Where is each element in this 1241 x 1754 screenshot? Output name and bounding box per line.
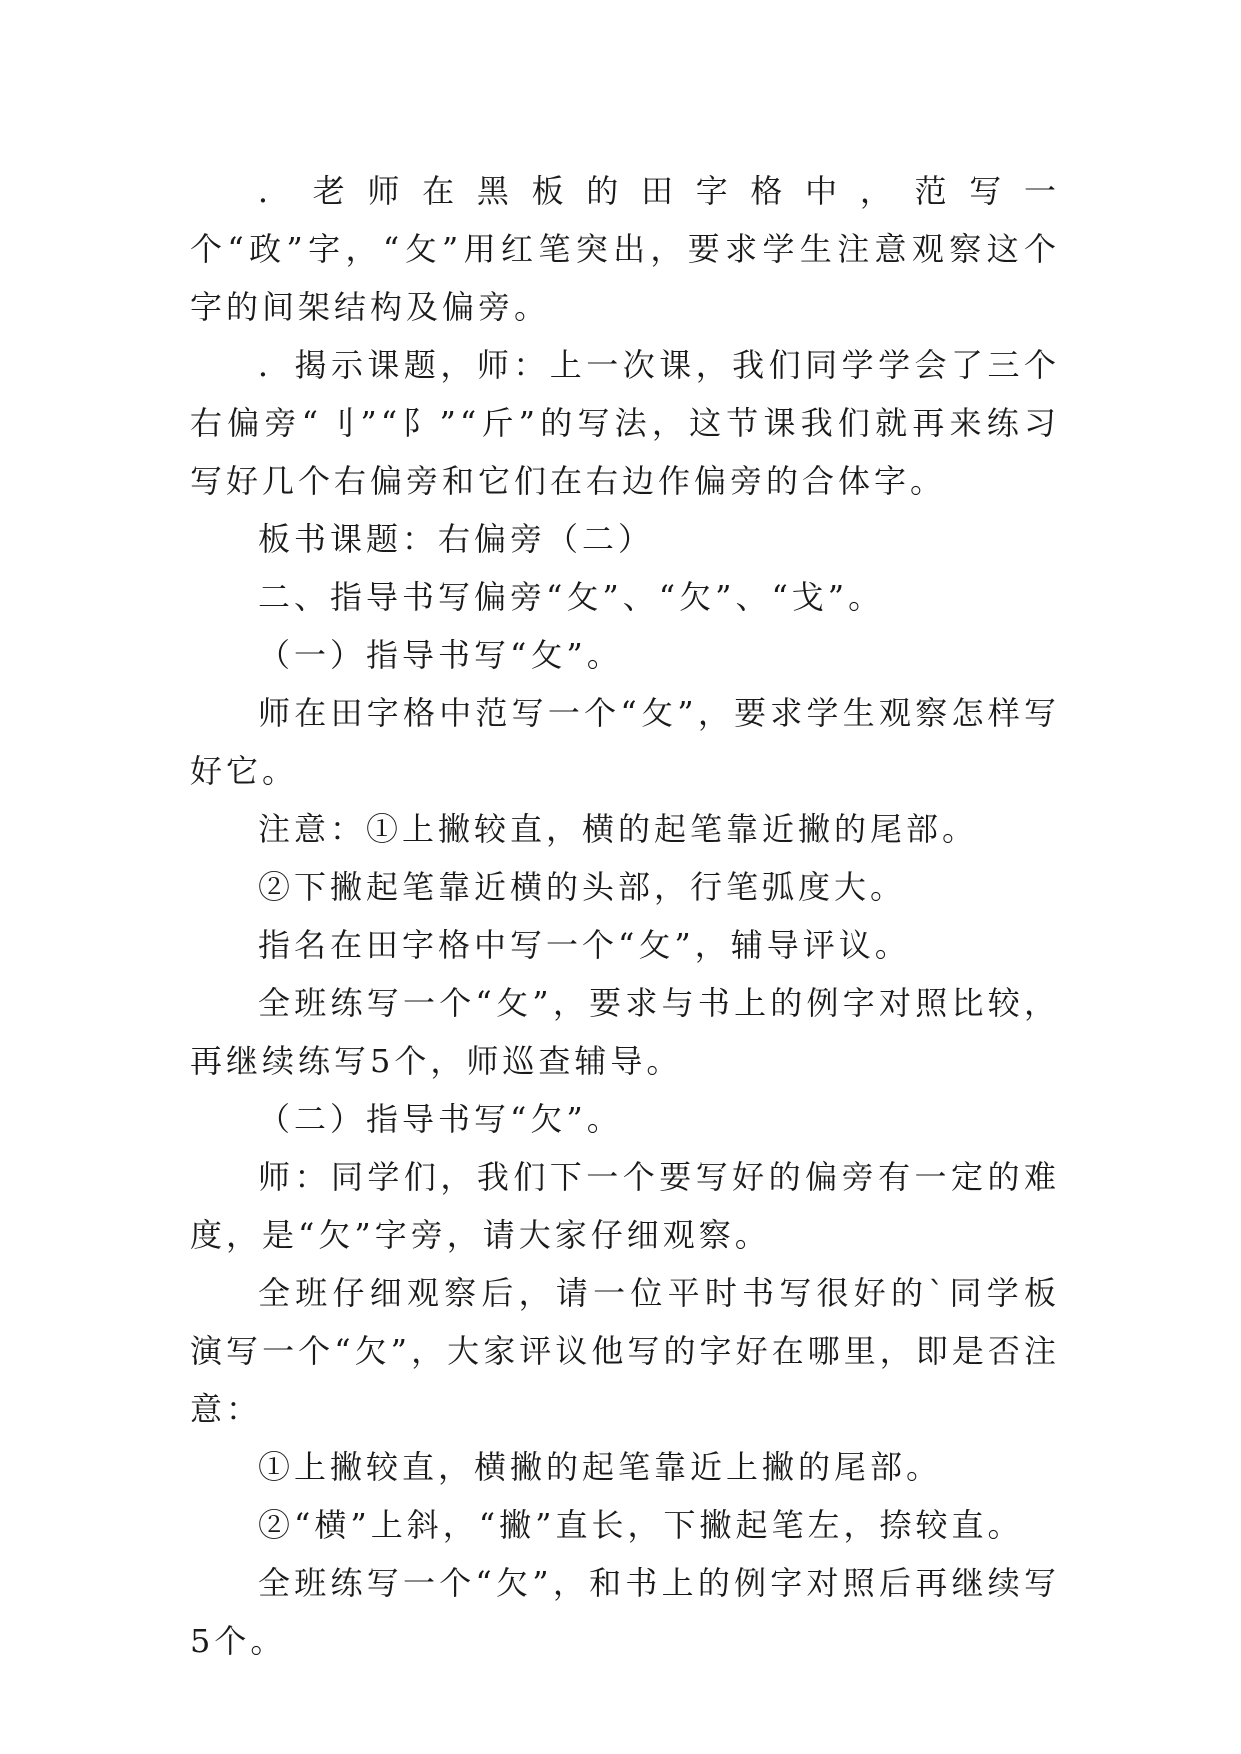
paragraph-teacher-intro-qian: 师：同学们，我们下一个要写好的偏旁有一定的难度，是“欠”字旁，请大家仔细观察。 bbox=[190, 1158, 1060, 1254]
paragraph-board-title: 板书课题：右偏旁（二） bbox=[258, 520, 655, 558]
paragraph-demo-pu: 师在田字格中范写一个“攵”，要求学生观察怎样写好它。 bbox=[190, 694, 1060, 790]
paragraph-qian-point-one: ①上撇较直，横撇的起笔靠近上撇的尾部。 bbox=[258, 1448, 943, 1486]
paragraph-teacher-demo-zheng: ．老师在黑板的田字格中，范写一个“政”字，“攵”用红笔突出，要求学生注意观察这个字的间架结构及偏旁。 bbox=[190, 172, 1060, 326]
paragraph-note-two: ②下撇起笔靠近横的头部，行笔弧度大。 bbox=[258, 868, 907, 906]
paragraph-qian-point-two: ②“横”上斜，“撇”直长，下撇起笔左，捺较直。 bbox=[258, 1506, 1024, 1544]
paragraph-class-practice-pu: 全班练写一个“攵”，要求与书上的例字对照比较，再继续练写5个，师巡查辅导。 bbox=[190, 984, 1060, 1080]
paragraph-subsection-two-heading: （二）指导书写“欠”。 bbox=[258, 1100, 623, 1138]
paragraph-subsection-one-heading: （一）指导书写“攵”。 bbox=[258, 636, 623, 674]
document-body bbox=[190, 162, 1060, 1670]
paragraph-section-two-heading: 二、指导书写偏旁“攵”、“欠”、“戈”。 bbox=[258, 578, 885, 616]
paragraph-class-practice-qian: 全班练写一个“欠”，和书上的例字对照后再继续写5个。 bbox=[190, 1564, 1060, 1660]
paragraph-board-demo-qian: 全班仔细观察后，请一位平时书写很好的`同学板演写一个“欠”，大家评议他写的字好在哪里，即是否注意： bbox=[190, 1274, 1060, 1428]
paragraph-note-one: 注意：①上撇较直，横的起笔靠近撇的尾部。 bbox=[258, 810, 979, 848]
paragraph-reveal-topic: ．揭示课题，师：上一次课，我们同学学会了三个右偏旁“刂”“阝”“斤”的写法，这节课我们就再来练习写好几个右偏旁和它们在右边作偏旁的合体字。 bbox=[190, 346, 1060, 500]
paragraph-student-write-pu: 指名在田字格中写一个“攵”，辅导评议。 bbox=[258, 926, 911, 964]
